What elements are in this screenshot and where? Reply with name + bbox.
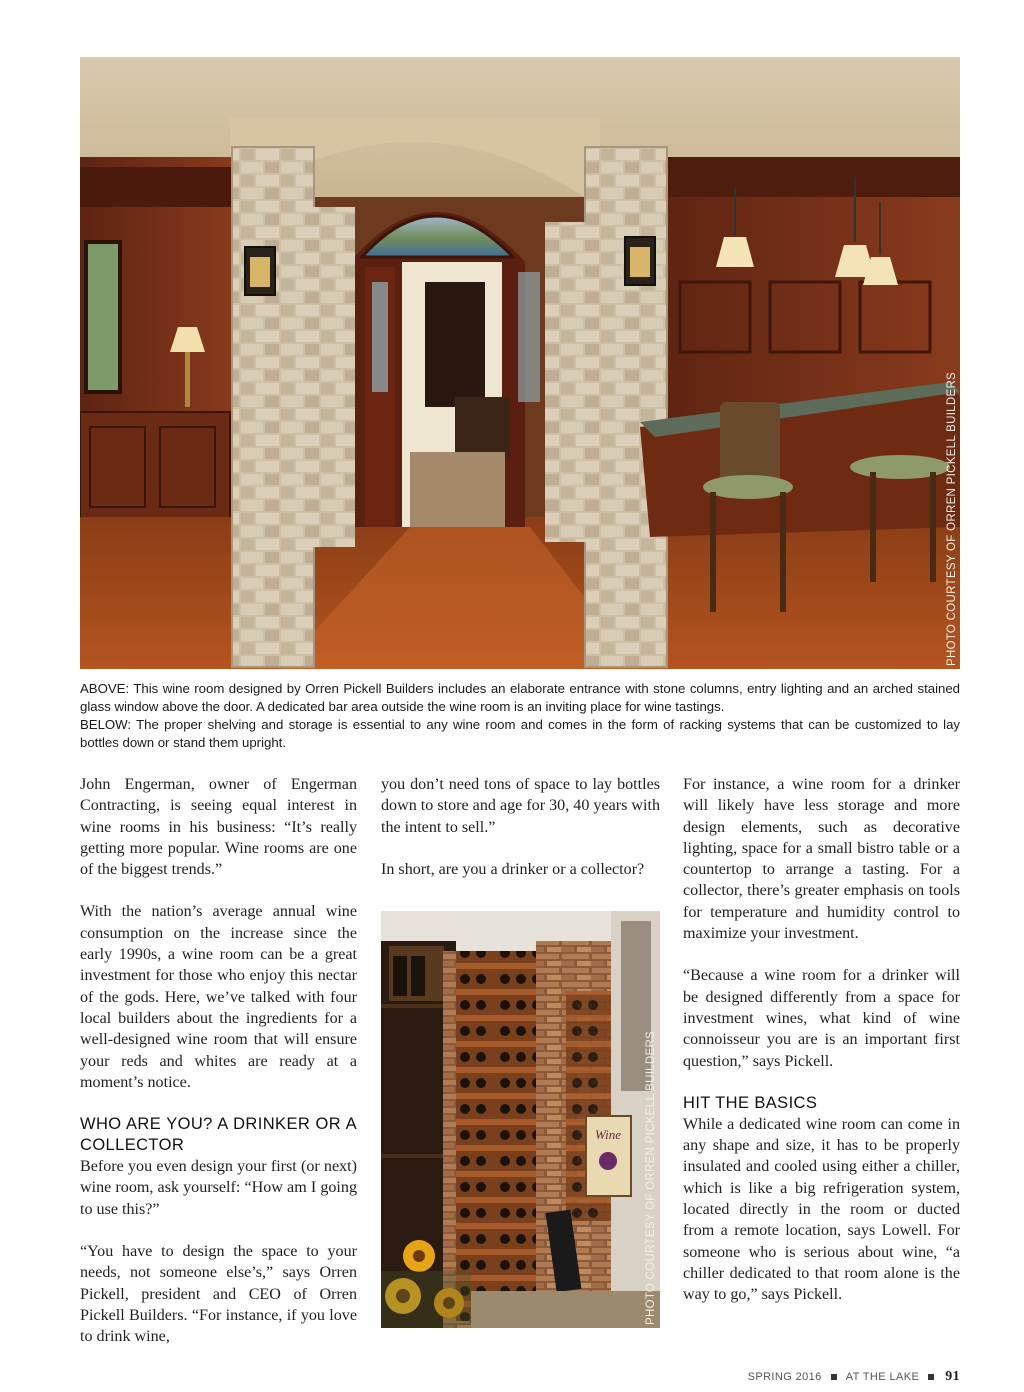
caption-above: ABOVE: This wine room designed by Orren Pickell Builders includes an elaborate entrance with stone columns, entry lighting and an arched stained glass window above the door. A dedicated bar area outside the wine room is an inviting place for wine tastings. bbox=[80, 681, 960, 714]
wine-racks-photo bbox=[381, 911, 660, 1328]
top-photo-credit: PHOTO COURTESY OF ORREN PICKELL BUILDERS bbox=[946, 371, 958, 666]
photo-caption bbox=[80, 680, 960, 752]
paragraph: “You have to design the space to your needs, not someone else’s,” says Orren Pickell, president and CEO of Orren Pickell Builders. “For instance, if you love to drink wine, bbox=[80, 1243, 357, 1346]
paragraph: Before you even design your first (or next) wine room, ask yourself: “How am I going to use this?” bbox=[80, 1158, 357, 1218]
page-footer bbox=[748, 1369, 960, 1385]
square-bullet-icon bbox=[831, 1374, 837, 1380]
wine-room-entrance-photo bbox=[80, 57, 960, 669]
section-heading: WHO ARE YOU? A DRINKER OR A COLLECTOR bbox=[80, 1115, 357, 1155]
article-column-1 bbox=[80, 774, 357, 1369]
square-bullet-icon bbox=[928, 1374, 934, 1380]
paragraph: With the nation’s average annual wine consumption on the increase since the early 1990s, a wine room can be a great investment for those who enjoy this nectar of the gods. Here, we’ve talked with four local builders about the ingredients for a well-designed wine room that will ensure your reds and whites are ready at a moment’s notice. bbox=[80, 903, 357, 1091]
paragraph: In short, are you a drinker or a collector? bbox=[381, 860, 645, 878]
paragraph: For instance, a wine room for a drinker will likely have less storage and more design elements, such as decorative lighting, space for a small bistro table or a countertop to arrange a tasting. For a collector, there’s greater emphasis on tools for temperature and humidity control to maximize your investment. bbox=[683, 776, 960, 943]
page-number: 91 bbox=[945, 1369, 960, 1384]
paragraph: “Because a wine room for a drinker will be designed differently from a space for investment wines, what kind of wine connoisseur you are is an important first question,” says Pickell. bbox=[683, 967, 960, 1070]
paragraph: John Engerman, owner of Engerman Contracting, is seeing equal interest in wine rooms in his business: “It’s really getting more popular. Wine rooms are one of the biggest trends.” bbox=[80, 776, 357, 879]
article-column-2 bbox=[381, 774, 660, 901]
caption-below: BELOW: The proper shelving and storage is essential to any wine room and comes in the form of racking systems that can be customized to lay bottles down or stand them upright. bbox=[80, 717, 960, 750]
paragraph: you don’t need tons of space to lay bottles down to store and age for 30, 40 years with the intent to sell.” bbox=[381, 776, 660, 836]
wine-sign-text: Wine bbox=[595, 1127, 621, 1142]
section-heading: HIT THE BASICS bbox=[683, 1093, 818, 1112]
footer-issue: SPRING 2016 bbox=[747, 1371, 822, 1383]
footer-magazine-name: AT THE LAKE bbox=[845, 1371, 920, 1383]
inline-photo-credit: PHOTO COURTESY OF ORREN PICKELL BUILDERS bbox=[645, 1030, 657, 1325]
article-column-3 bbox=[683, 774, 960, 1327]
paragraph: While a dedicated wine room can come in any shape and size, it has to be properly insulated and cooled using either a chiller, which is like a big refrigeration system, located directly in the room or ducted from a remote location, says Lowell. For someone who is serious about wine, “a chiller dedicated to that room alone is the way to go,” says Pickell. bbox=[683, 1115, 960, 1304]
